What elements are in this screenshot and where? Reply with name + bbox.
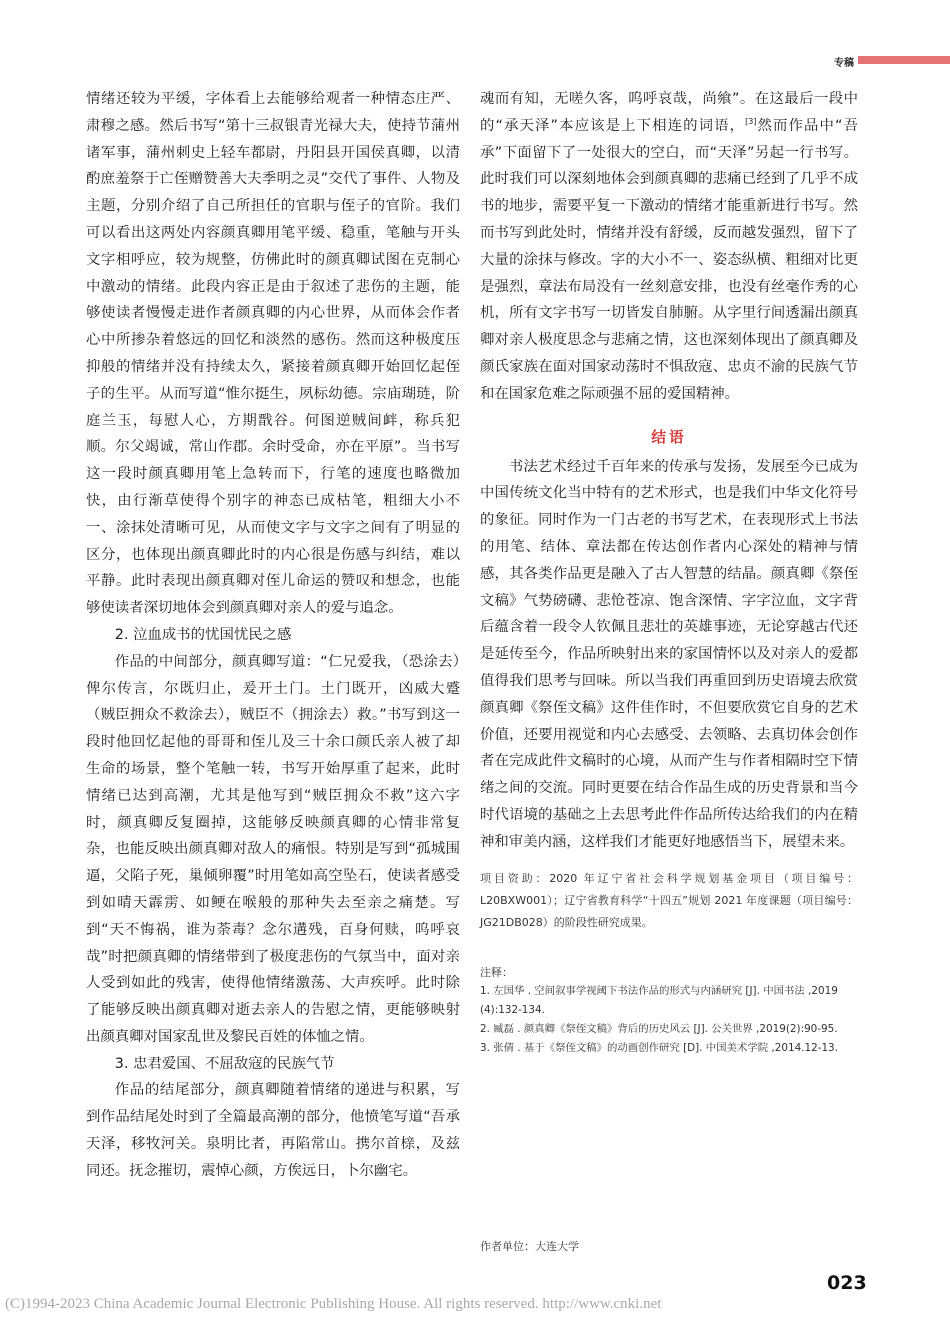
paragraph-text-a: 魂而有知，无嗟久客，呜呼哀哉，尚飨”。在这最后一段中的“承天泽”本应该是上下相连的词语， (480, 91, 858, 134)
subheading-2: 2. 泣血成书的忧国忧民之感 (114, 626, 292, 643)
notes-title: 注释： (480, 965, 513, 979)
copyright-footer: (C)1994-2023 China Academic Journal Electronic Publishing House. All rights reserved. http://www.cnki.net (5, 1296, 662, 1312)
note-item: 2. 臧磊 . 颜真卿《祭侄文稿》背后的历史风云 [J]. 公关世界 ,2019(2):90-95. (480, 1022, 838, 1035)
header-accent-bar (858, 56, 950, 64)
paragraph-continued-right (480, 86, 858, 408)
paragraph-middle-section: 作品的中间部分，颜真卿写道：“仁兄爱我，（恐涂去）俾尔传言，尔既归止，爰开土门。土门既开，凶威大蹙（贼臣拥众不救涂去），贼臣不（拥涂去）救。”书写到这一段时他回忆起他的哥哥和侄儿及三十余口颜氏亲人被了却生命的场景，整个笔触一转，书写开始厚重了起来，此时情绪已达到高潮，尤其是他写到“贼臣拥众不救”这六字时，颜真卿反复圈掉，这能够反映颜真卿的心情非常复杂，也能反映出颜真卿对敌人的痛恨。特别是写到“孤城围逼，父陷子死，巢倾卵覆”时用笔如高空坠石，使读者感受到如晴天霹雳、如鲠在喉般的那种失去至亲之痛楚。写到“天不悔祸，谁为荼毒？念尔遘残，百身何赎，呜呼哀哉”时把颜真卿的情绪带到了极度悲伤的气氛当中，面对亲人受到如此的残害，使得他情绪激荡、大声疾呼。此时除了能够反映出颜真卿对逝去亲人的告慰之情，更能够映射出颜真卿对国家乱世及黎民百姓的体恤之情。 (86, 653, 460, 1045)
note-item: 3. 张倩 . 基于《祭侄文稿》的动画创作研究 [D]. 中国美术学院 ,2014.12-13. (480, 1041, 838, 1054)
funding-note: 项目资助：2020 年辽宁省社会科学规划基金项目（项目编号：L20BXW001）；辽宁省教育科学“十四五”规划 2021 年度课题（项目编号：JG21DB028）的阶段性研究成果。 (480, 871, 858, 929)
conclusion-paragraph: 书法艺术经过千百年来的传承与发扬，发展至今已成为中国传统文化当中特有的艺术形式，也是我们中华文化符号的象征。同时作为一门古老的书写艺术，在表现形式上书法的用笔、结体、章法都在传达创作者内心深处的精神与情感，其各类作品更是融入了古人智慧的结晶。颜真卿《祭侄文稿》气势磅礴、悲怆苍凉、饱含深情、字字泣血，文字背后蕴含着一段令人钦佩且悲壮的英雄事迹，无论穿越古代还是延传至今，作品所映射出来的家国情怀以及对亲人的爱都值得我们思考与回味。所以当我们再重回到历史语境去欣赏颜真卿《祭侄文稿》这件佳作时，不但要欣赏它自身的艺术价值，还要用视觉和内心去感受、去领略、去真切体会创作者在完成此件文稿时的心境，从而产生与作者相隔时空下情绪之间的交流。同时更要在结合作品生成的历史背景和当今时代语境的基础之上去思考此件作品所传达给我们的内在精神和审美内涵，这样我们才能更好地感悟当下，展望未来。 (480, 458, 858, 850)
note-item: 1. 左国华 . 空间叙事学视阈下书法作品的形式与内涵研究 [J]. 中国书法 ,2019 (4):132-134. (480, 984, 838, 1016)
paragraph-ending-section: 作品的结尾部分，颜真卿随着情绪的递进与积累，写到作品结尾处时到了全篇最高潮的部分，他愤笔写道“吾承天泽，移牧河关。泉明比者，再陷常山。携尔首榇，及兹同还。抚念摧切，震悼心颜，方俟远日，卜尔幽宅。 (86, 1082, 460, 1179)
paragraph-text-b: 然而作品中“吾承”下面留下了一处很大的空白，而“天泽”另起一行书写。此时我们可以深刻地体会到颜真卿的悲痛已经到了几乎不成书的地步，需要平复一下激动的情绪才能重新进行书写。然而书写到此处时，情绪并没有舒缓，反而越发强烈，留下了大量的涂抹与修改。字的大小不一、姿态纵横、粗细对比更是强烈，章法布局没有一丝刻意安排，也没有丝毫作秀的心机，所有文字书写一切皆发自肺腑。从字里行间透漏出颜真卿对亲人极度思念与悲痛之情，这也深刻体现出了颜真卿及颜氏家族在面对国家动荡时不惧敌寇、忠贞不渝的民族气节和在国家危难之际顽强不屈的爱国精神。 (480, 117, 858, 402)
conclusion-heading: 结语 (651, 428, 687, 446)
paragraph-continued: 情绪还较为平缓，字体看上去能够给观者一种情态庄严、肃穆之感。然后书写“第十三叔银青光禄大夫，使持节蒲州诸军事，蒲州刺史上轻车都尉，丹阳县开国侯真卿，以清酌庶羞祭于亡侄赠赞善大夫季明之灵”交代了事件、人物及主题，分别介绍了自己所担任的官职与侄子的官阶。我们可以看出这两处内容颜真卿用笔平缓、稳重，笔触与开头文字相呼应，较为规整，仿佛此时的颜真卿试图在克制心中激动的情绪。此段内容正是由于叙述了悲伤的主题，能够使读者慢慢走进作者颜真卿的内心世界，从而体会作者心中所掺杂着悠远的回忆和淡然的感伤。然而这种极度压抑般的情绪并没有持续太久，紧接着颜真卿开始回忆起侄子的生平。从而写道“惟尔挺生，夙标幼德。宗庙瑚琏，阶庭兰玉，每慰人心，方期戬谷。何图逆贼间衅，称兵犯顺。尔父竭诚，常山作郡。余时受命，亦在平原”。当书写这一段时颜真卿用笔上急转而下，行笔的速度也略微加快，由行渐草使得个别字的神态已成枯笔，粗细大小不一、涂抹处清晰可见，从而使文字与文字之间有了明显的区分，也体现出颜真卿此时的内心很是伤感与纠结，难以平静。此时表现出颜真卿对侄儿命运的赞叹和想念，也能够使读者深切地体会到颜真卿对亲人的爱与追念。 (86, 91, 460, 617)
page-number: 023 (827, 1272, 867, 1294)
column-label: 专稿 (834, 58, 854, 69)
author-affiliation: 作者单位：大连大学 (480, 1240, 579, 1253)
left-column (86, 86, 460, 1185)
citation-ref-3: [3] (745, 116, 757, 126)
subheading-3: 3. 忠君爱国、不屈敌寇的民族气节 (114, 1055, 335, 1072)
right-column (480, 86, 858, 1058)
